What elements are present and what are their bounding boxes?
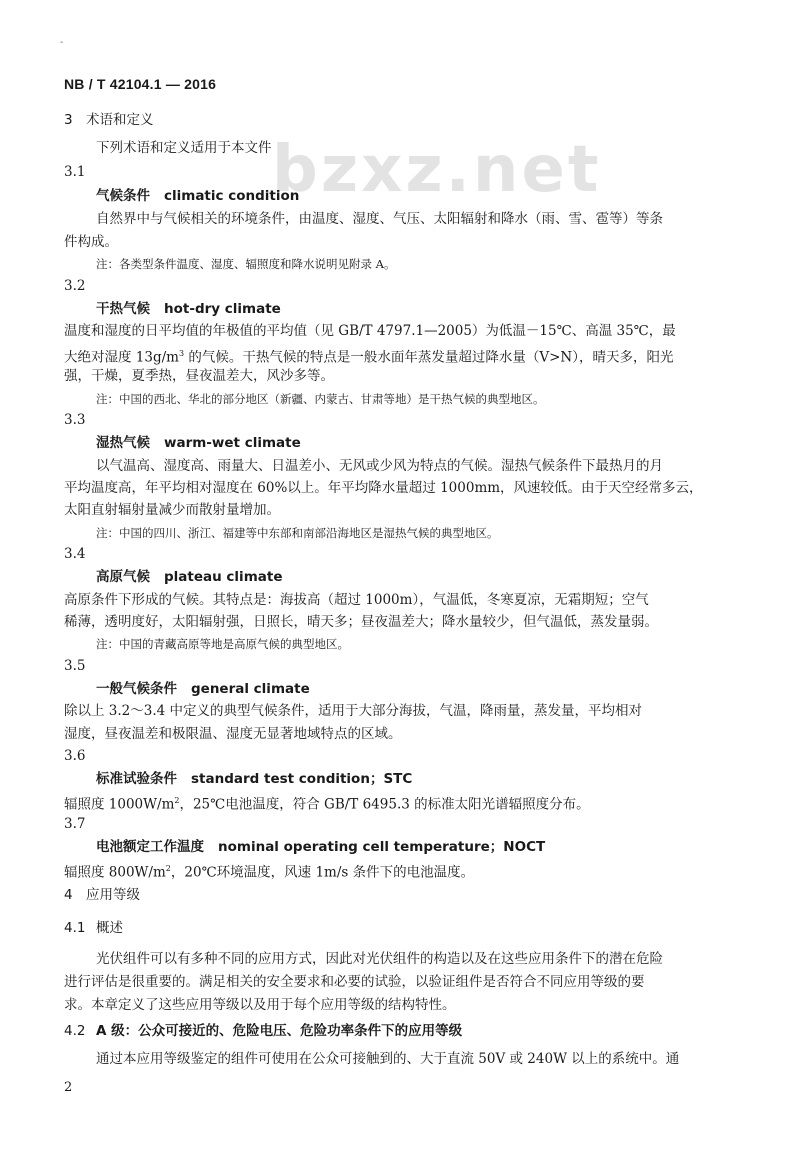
superscript: 2 — [174, 796, 180, 805]
term-en: hot-dry climate — [164, 301, 281, 317]
term-title — [96, 680, 310, 698]
paragraph-line: 进行评估是很重要的。满足相关的安全要求和必要的试验，以验证组件是否符合不同应用等级的要 — [64, 974, 645, 990]
term-title — [96, 838, 545, 856]
definition-line: 温度和湿度的日平均值的年极值的平均值（见 GB/T 4797.1—2005）为低温－15℃、高温 35℃，最 — [64, 323, 676, 339]
definition-line: 自然界中与气候相关的环境条件，由温度、湿度、气压、太阳辐射和降水（雨、雪、雹等）等条 — [96, 211, 663, 227]
term-zh: 湿热气候 — [96, 435, 150, 451]
term-en: warm-wet climate — [164, 435, 301, 451]
term-title — [96, 434, 301, 452]
term-title — [96, 300, 281, 318]
section-4-heading — [64, 886, 140, 904]
definition-line: 除以上 3.2～3.4 中定义的典型气候条件，适用于大部分海拔，气温，降雨量，蒸发量，平均相对 — [64, 703, 643, 719]
term-en: standard test condition；STC — [191, 771, 413, 787]
term-number: 3.2 — [64, 278, 86, 294]
note: 注：中国的青藏高原等地是高原气候的典型地区。 — [96, 637, 349, 651]
term-en: plateau climate — [164, 569, 283, 585]
subsection-4-2-heading — [64, 1022, 462, 1040]
definition-line: 平均温度高，年平均相对湿度在 60%以上。年平均降水量超过 1000mm，风速较低。由于天空经常多云， — [64, 480, 703, 496]
term-zh: 一般气候条件 — [96, 681, 177, 697]
scan-mark: - — [60, 37, 64, 48]
definition-line: 太阳直射辐射量减少而散射量增加。 — [64, 502, 280, 518]
subsection-title: 概述 — [96, 920, 123, 936]
term-number: 3.7 — [64, 816, 86, 832]
text-run: 的气候。干热气候的特点是一般水面年蒸发量超过降水量（V>N），晴天多，阳光 — [184, 349, 674, 366]
term-en: climatic condition — [164, 188, 300, 204]
text-run: 大绝对湿度 13g/m — [64, 349, 179, 366]
watermark: bzxz.net — [272, 133, 602, 207]
definition-line — [64, 860, 474, 882]
term-title — [96, 770, 412, 788]
text-run: 辐照度 1000W/m — [64, 796, 175, 813]
superscript: 2 — [165, 864, 171, 873]
note: 注：中国的四川、浙江、福建等中东部和南部沿海地区是湿热气候的典型地区。 — [96, 526, 499, 540]
term-number: 3.1 — [64, 164, 86, 180]
definition-line: 件构成。 — [64, 234, 118, 250]
term-number: 3.3 — [64, 412, 86, 428]
term-title — [96, 187, 299, 205]
definition-line: 稀薄，透明度好，太阳辐射强，日照长，晴天多；昼夜温差大；降水量较少，但气温低，蒸发量弱。 — [64, 614, 658, 630]
subsection-number: 4.2 — [64, 1023, 86, 1039]
paragraph-line: 求。本章定义了这些应用等级以及用于每个应用等级的结构特性。 — [64, 997, 456, 1013]
paragraph-line: 光伏组件可以有多种不同的应用方式，因此对光伏组件的构造以及在这些应用条件下的潜在危险 — [96, 951, 663, 967]
definition-line — [64, 792, 590, 814]
definition-line: 高原条件下形成的气候。其特点是：海拔高（超过 1000m），气温低，冬寒夏凉，无霜期短；空气 — [64, 592, 649, 608]
term-title — [96, 568, 282, 586]
paragraph-line: 通过本应用等级鉴定的组件可使用在公众可接触到的、大于直流 50V 或 240W 以上的系统中。通 — [96, 1051, 680, 1067]
section-title: 术语和定义 — [86, 112, 154, 128]
section-number: 4 — [64, 887, 73, 903]
term-zh: 高原气候 — [96, 569, 150, 585]
term-zh: 标准试验条件 — [96, 771, 177, 787]
superscript: 3 — [178, 349, 185, 358]
page-number: 2 — [64, 1080, 73, 1095]
term-number: 3.5 — [64, 658, 86, 674]
section-3-intro: 下列术语和定义适用于本文件 — [96, 140, 272, 156]
definition-line: 湿度，昼夜温差和极限温、湿度无显著地域特点的区域。 — [64, 726, 402, 742]
subsection-title: A 级：公众可接近的、危险电压、危险功率条件下的应用等级 — [96, 1023, 463, 1039]
section-number: 3 — [64, 112, 73, 128]
term-zh: 干热气候 — [96, 301, 150, 317]
term-en: general climate — [191, 681, 310, 697]
note: 注：各类型条件温度、湿度、辐照度和降水说明见附录 A。 — [96, 257, 396, 271]
note: 注：中国的西北、华北的部分地区（新疆、内蒙古、甘肃等地）是干热气候的典型地区。 — [96, 392, 545, 406]
definition-line — [64, 345, 673, 367]
term-zh: 电池额定工作温度 — [96, 839, 204, 855]
term-number: 3.4 — [64, 546, 86, 562]
subsection-number: 4.1 — [64, 920, 86, 936]
section-title: 应用等级 — [86, 887, 140, 903]
standard-header: NB / T 42104.1 — 2016 — [64, 76, 217, 92]
term-number: 3.6 — [64, 748, 86, 764]
definition-line: 以气温高、湿度高、雨量大、日温差小、无风或少风为特点的气候。湿热气候条件下最热月的月 — [96, 458, 663, 474]
text-run: 辐照度 800W/m — [64, 864, 166, 881]
definition-line: 强，干燥，夏季热，昼夜温差大，风沙多等。 — [64, 368, 334, 384]
text-run: ，25℃电池温度，符合 GB/T 6495.3 的标准太阳光谱辐照度分布。 — [179, 796, 590, 813]
text-run: ，20℃环境温度，风速 1m/s 条件下的电池温度。 — [170, 864, 475, 881]
section-3-heading — [64, 111, 154, 129]
subsection-4-1-heading — [64, 919, 123, 937]
term-zh: 气候条件 — [96, 188, 150, 204]
term-en: nominal operating cell temperature；NOCT — [218, 839, 546, 855]
